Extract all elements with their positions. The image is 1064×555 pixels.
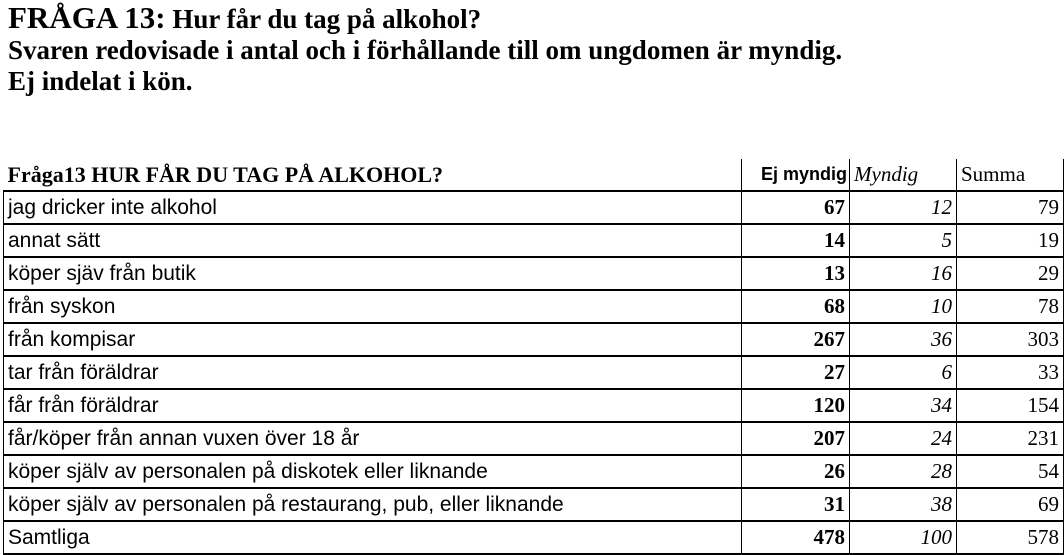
cell-summa: 231 [957,422,1064,455]
cell-summa: 29 [957,257,1064,290]
cell-myndig: 6 [850,356,957,389]
results-table [3,159,1064,555]
column-header-myndig: Myndig [850,159,957,191]
row-label: jag dricker inte alkohol [4,191,742,224]
table-row [4,224,1064,257]
cell-ej-myndig: 13 [742,257,850,290]
cell-myndig: 10 [850,290,957,323]
row-label: köper sjäv från butik [4,257,742,290]
cell-ej-myndig: 31 [742,488,850,521]
row-label: får från föräldrar [4,389,742,422]
table-row [4,455,1064,488]
cell-myndig: 12 [850,191,957,224]
heading-line-2: Svaren redovisade i antal och i förhållande till om ungdomen är myndig. [8,35,843,65]
cell-summa: 578 [957,521,1064,554]
table-title: Fråga13 HUR FÅR DU TAG PÅ ALKOHOL? [4,159,742,191]
table-header-row [4,159,1064,191]
row-label: köper själv av personalen på diskotek eller liknande [4,455,742,488]
cell-ej-myndig: 27 [742,356,850,389]
cell-ej-myndig: 14 [742,224,850,257]
table-row [4,191,1064,224]
table-row [4,488,1064,521]
cell-summa: 19 [957,224,1064,257]
column-header-ej-myndig: Ej myndig [742,159,850,191]
cell-summa: 69 [957,488,1064,521]
cell-summa: 78 [957,290,1064,323]
table-row [4,290,1064,323]
table-row [4,389,1064,422]
cell-ej-myndig: 207 [742,422,850,455]
cell-myndig: 34 [850,389,957,422]
cell-ej-myndig: 478 [742,521,850,554]
row-label: får/köper från annan vuxen över 18 år [4,422,742,455]
cell-myndig: 5 [850,224,957,257]
cell-summa: 79 [957,191,1064,224]
cell-summa: 54 [957,455,1064,488]
heading-line-3: Ej indelat i kön. [8,66,193,96]
table-row [4,323,1064,356]
row-label: tar från föräldrar [4,356,742,389]
cell-ej-myndig: 120 [742,389,850,422]
cell-ej-myndig: 267 [742,323,850,356]
cell-ej-myndig: 67 [742,191,850,224]
row-label: köper själv av personalen på restaurang, pub, eller liknande [4,488,742,521]
cell-myndig: 28 [850,455,957,488]
table-row [4,521,1064,554]
question-text: Hur får du tag på alkohol? [165,4,482,34]
table-row [4,257,1064,290]
cell-myndig: 16 [850,257,957,290]
table-row [4,422,1064,455]
row-label: från syskon [4,290,742,323]
row-label: annat sätt [4,224,742,257]
cell-myndig: 38 [850,488,957,521]
row-label: från kompisar [4,323,742,356]
cell-summa: 154 [957,389,1064,422]
cell-myndig: 36 [850,323,957,356]
cell-summa: 33 [957,356,1064,389]
table-row [4,356,1064,389]
cell-ej-myndig: 26 [742,455,850,488]
cell-myndig: 24 [850,422,957,455]
row-label: Samtliga [4,521,742,554]
cell-summa: 303 [957,323,1064,356]
question-heading [8,2,842,97]
cell-ej-myndig: 68 [742,290,850,323]
heading-line-1 [8,2,842,35]
question-number: FRÅGA 13: [8,0,166,35]
cell-myndig: 100 [850,521,957,554]
column-header-summa: Summa [957,159,1064,191]
